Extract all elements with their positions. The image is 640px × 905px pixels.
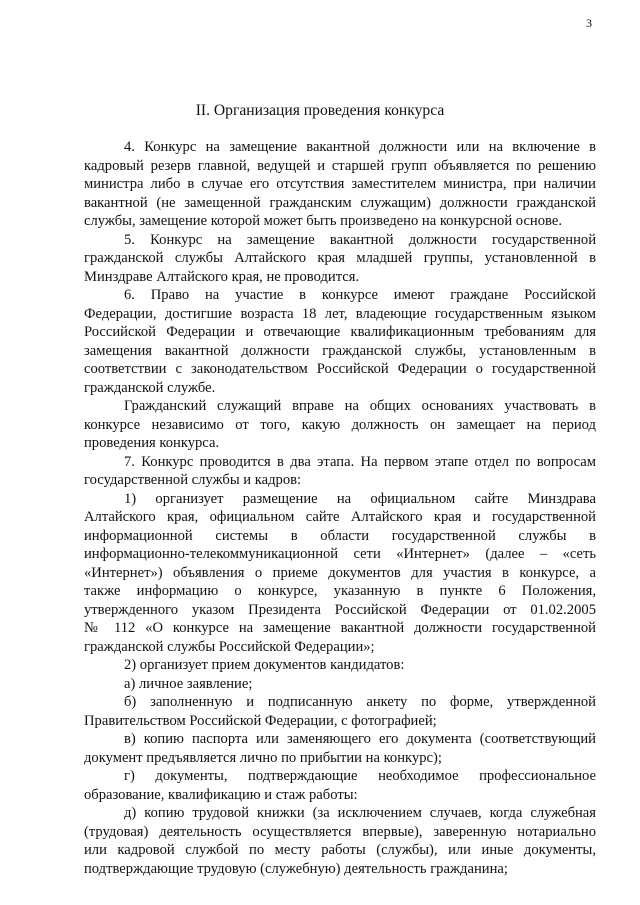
paragraph-p7-2a — [84, 675, 596, 694]
page-number: 3 — [586, 16, 592, 30]
text-line: Минздраве Алтайского края, не проводится. — [84, 268, 360, 285]
paragraph-p7-2d — [84, 804, 596, 878]
paragraph-p4 — [84, 138, 596, 231]
text-line: 7. Конкурс проводится в два этапа. На первом этапе отдел по вопросам — [124, 453, 596, 470]
paragraph-p6 — [84, 286, 596, 397]
text-line: (трудовая) деятельность осуществляется впервые), заверенную нотариально — [84, 823, 596, 840]
text-line: вакантной (не замещенной гражданским служащим) должности гражданской — [84, 194, 596, 211]
text-line: 6. Право на участие в конкурсе имеют граждане Российской — [124, 287, 596, 303]
text-line: гражданской службы Российской Федерации»; — [84, 638, 375, 655]
text-line: или кадровой службой по месту работы (службы), или иные документы, — [84, 842, 596, 858]
text-line: 2) организует прием документов кандидатов: — [124, 657, 405, 673]
text-line: Федерации, достигшие возраста 18 лет, владеющие государственным языком — [84, 305, 596, 322]
text-line: а) личное заявление; — [124, 675, 253, 692]
paragraph-p7-2g — [84, 767, 596, 804]
text-line: информационно-телекоммуникационной сети «Интернет» (далее – «сеть — [84, 546, 596, 562]
paragraph-p6b — [84, 397, 596, 453]
text-line: Гражданский служащий вправе на общих основаниях участвовать в — [124, 398, 596, 414]
text-line: утвержденного указом Президента Российской Федерации от 01.02.2005 — [84, 601, 596, 618]
text-line: в) копию паспорта или заменяющего его документа (соответствующий — [124, 731, 596, 747]
text-line: 4. Конкурс на замещение вакантной должности или на включение в — [124, 139, 596, 155]
text-line: конкурсе независимо от того, какую должность он замещает на период — [84, 416, 596, 433]
text-line: государственной службы и кадров: — [84, 472, 302, 488]
text-line: проведения конкурса. — [84, 435, 220, 451]
document-body — [84, 138, 596, 878]
text-line: Правительством Российской Федерации, с фотографией; — [84, 712, 437, 729]
text-line: г) документы, подтверждающие необходимое профессиональное — [124, 768, 596, 784]
paragraph-p7-1 — [84, 490, 596, 657]
text-line: министра либо в случае его отсутствия заместителем министра, при наличии — [84, 176, 596, 192]
text-line: гражданской службы Алтайского края младшей группы, установленной в — [84, 250, 596, 266]
section-title: II. Организация проведения конкурса — [195, 102, 445, 119]
text-line: также информацию о конкурсе, указанную в пункте 6 Положения, — [84, 583, 596, 599]
text-line: соответствии с законодательством Российской Федерации о государственной — [84, 361, 596, 377]
text-line: гражданской службе. — [84, 379, 216, 396]
paragraph-p7-2b — [84, 693, 596, 730]
text-line: «Интернет») объявления о приеме документов для участия в конкурсе, а — [84, 564, 596, 581]
text-line: кадровый резерв главной, ведущей и старшей групп объявляется по решению — [84, 157, 596, 174]
paragraph-p7-2 — [84, 656, 596, 675]
text-line: б) заполненную и подписанную анкету по форме, утвержденной — [124, 694, 596, 710]
text-line: образование, квалификацию и стаж работы: — [84, 786, 358, 803]
text-line: подтверждающие трудовую (служебную) деятельность гражданина; — [84, 860, 508, 877]
text-line: информационной системы в области государственной службы в — [84, 527, 596, 544]
paragraph-p7 — [84, 453, 596, 490]
paragraph-p7-2v — [84, 730, 596, 767]
text-line: 5. Конкурс на замещение вакантной должности государственной — [124, 231, 596, 248]
text-line: 1) организует размещение на официальном сайте Минздрава — [124, 490, 596, 507]
text-line: д) копию трудовой книжки (за исключением случаев, когда служебная — [124, 805, 596, 821]
text-line: службы, замещение которой может быть произведено на конкурсной основе. — [84, 213, 562, 229]
text-line: Алтайского края, официальном сайте Алтайского края и государственной — [84, 509, 596, 525]
paragraph-p5 — [84, 231, 596, 287]
text-line: документ предъявляется лично по прибытии на конкурс); — [84, 749, 442, 766]
text-line: замещения вакантной должности гражданской службы, установленным в — [84, 342, 596, 359]
text-line: Российской Федерации и отвечающие квалификационным требованиям для — [84, 324, 596, 340]
text-line: № 112 «О конкурсе на замещение вакантной должности государственной — [84, 620, 596, 636]
